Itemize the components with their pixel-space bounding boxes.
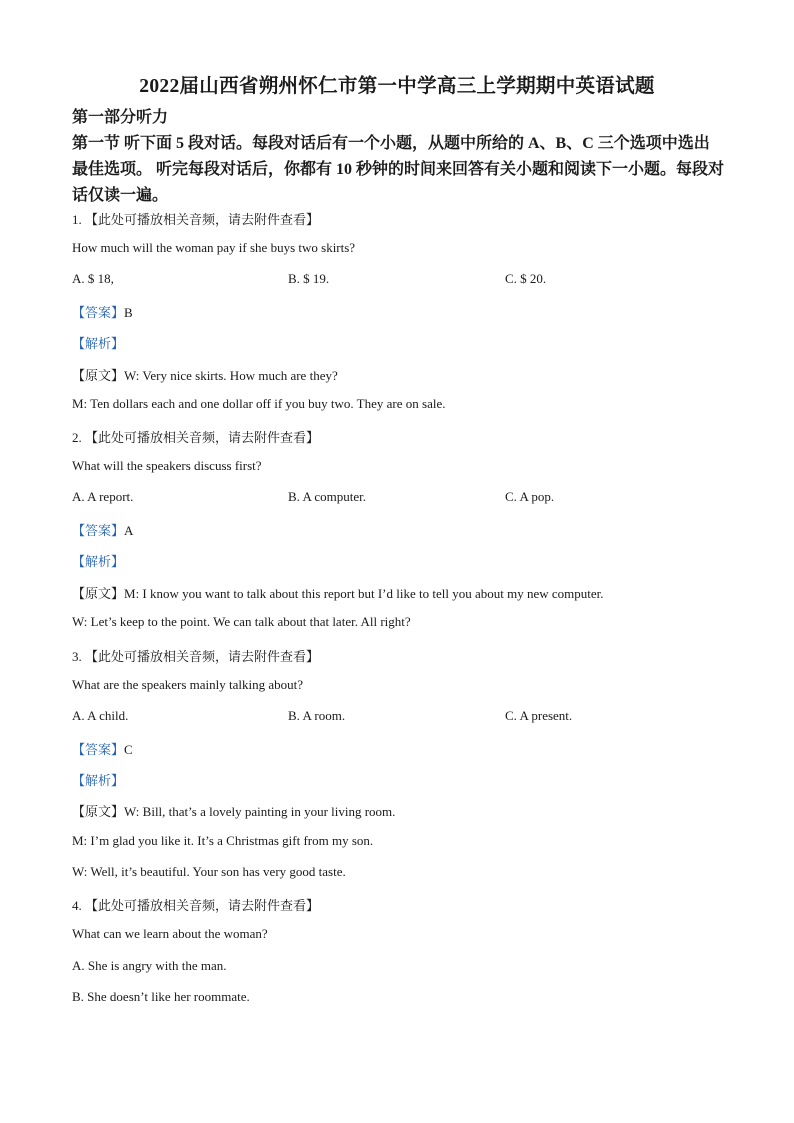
q3-option-b: B. A room. xyxy=(288,708,346,723)
q4-option-b: B. She doesn’t like her roommate. xyxy=(72,989,250,1004)
page-title: 2022届山西省朔州怀仁市第一中学高三上学期期中英语试题 xyxy=(139,76,655,97)
q3-question: What are the speakers mainly talking about? xyxy=(72,677,304,692)
q3-answer-value: C xyxy=(124,742,133,757)
section-heading: 第一部分听力 xyxy=(72,109,169,126)
q3-transcript-line-2: M: I’m glad you like it. It’s a Christmas gift from my son. xyxy=(72,833,374,848)
q1-option-a: A. $ 18, xyxy=(72,271,114,286)
q4-question: What can we learn about the woman? xyxy=(72,926,268,941)
answer-label: 【答案】 xyxy=(72,305,125,320)
analysis-label: 【解析】 xyxy=(72,554,125,569)
q1-transcript-line-2: M: Ten dollars each and one dollar off if you buy two. They are on sale. xyxy=(72,396,446,411)
q4-audio-note[interactable]: 4. 【此处可播放相关音频，请去附件查看】 xyxy=(72,898,320,913)
answer-label: 【答案】 xyxy=(72,742,125,757)
q3-option-a: A. A child. xyxy=(72,708,129,723)
q3-transcript-line-3: W: Well, it’s beautiful. Your son has very good taste. xyxy=(72,864,346,879)
q2-option-a: A. A report. xyxy=(72,489,134,504)
q3-option-c: C. A present. xyxy=(505,708,573,723)
q1-option-c: C. $ 20. xyxy=(505,271,547,286)
original-label: 【原文】 xyxy=(72,804,125,819)
q2-question: What will the speakers discuss first? xyxy=(72,458,262,473)
q1-option-b: B. $ 19. xyxy=(288,271,330,286)
q1-audio-note[interactable]: 1. 【此处可播放相关音频，请去附件查看】 xyxy=(72,212,320,227)
instructions-line-3: 话仅读一遍。 xyxy=(72,187,169,204)
q2-transcript-line-2: W: Let’s keep to the point. We can talk about that later. All right? xyxy=(72,614,411,629)
q3-transcript-text-1: W: Bill, that’s a lovely painting in your living room. xyxy=(124,804,396,819)
q1-answer-value: B xyxy=(124,305,133,320)
original-label: 【原文】 xyxy=(72,586,125,601)
instructions-line-2: 最佳选项。 听完每段对话后，你都有 10 秒钟的时间来回答有关小题和阅读下一小题。每段对 xyxy=(72,161,725,178)
q2-audio-note[interactable]: 2. 【此处可播放相关音频，请去附件查看】 xyxy=(72,430,320,445)
q2-answer xyxy=(72,520,133,539)
analysis-label: 【解析】 xyxy=(72,336,125,351)
q2-transcript-text-1: M: I know you want to talk about this report but I’d like to tell you about my new computer. xyxy=(124,586,604,601)
q2-answer-value: A xyxy=(124,523,134,538)
answer-label: 【答案】 xyxy=(72,523,125,538)
q3-audio-note[interactable]: 3. 【此处可播放相关音频，请去附件查看】 xyxy=(72,649,320,664)
q1-transcript-line-1 xyxy=(72,365,338,384)
q2-analysis xyxy=(72,551,124,570)
q4-option-a: A. She is angry with the man. xyxy=(72,958,227,973)
analysis-label: 【解析】 xyxy=(72,773,125,788)
q1-question: How much will the woman pay if she buys two skirts? xyxy=(72,240,356,255)
q1-transcript-text-1: W: Very nice skirts. How much are they? xyxy=(124,368,338,383)
q2-option-b: B. A computer. xyxy=(288,489,366,504)
q2-option-c: C. A pop. xyxy=(505,489,555,504)
q1-analysis xyxy=(72,333,124,352)
q3-answer xyxy=(72,739,133,758)
q3-analysis xyxy=(72,770,124,789)
q1-answer xyxy=(72,302,133,321)
q2-transcript-line-1 xyxy=(72,583,604,602)
instructions-line-1: 第一节 听下面 5 段对话。每段对话后有一个小题，从题中所给的 A、B、C 三个选项中选出 xyxy=(72,135,710,152)
original-label: 【原文】 xyxy=(72,368,125,383)
q3-transcript-line-1 xyxy=(72,801,395,820)
